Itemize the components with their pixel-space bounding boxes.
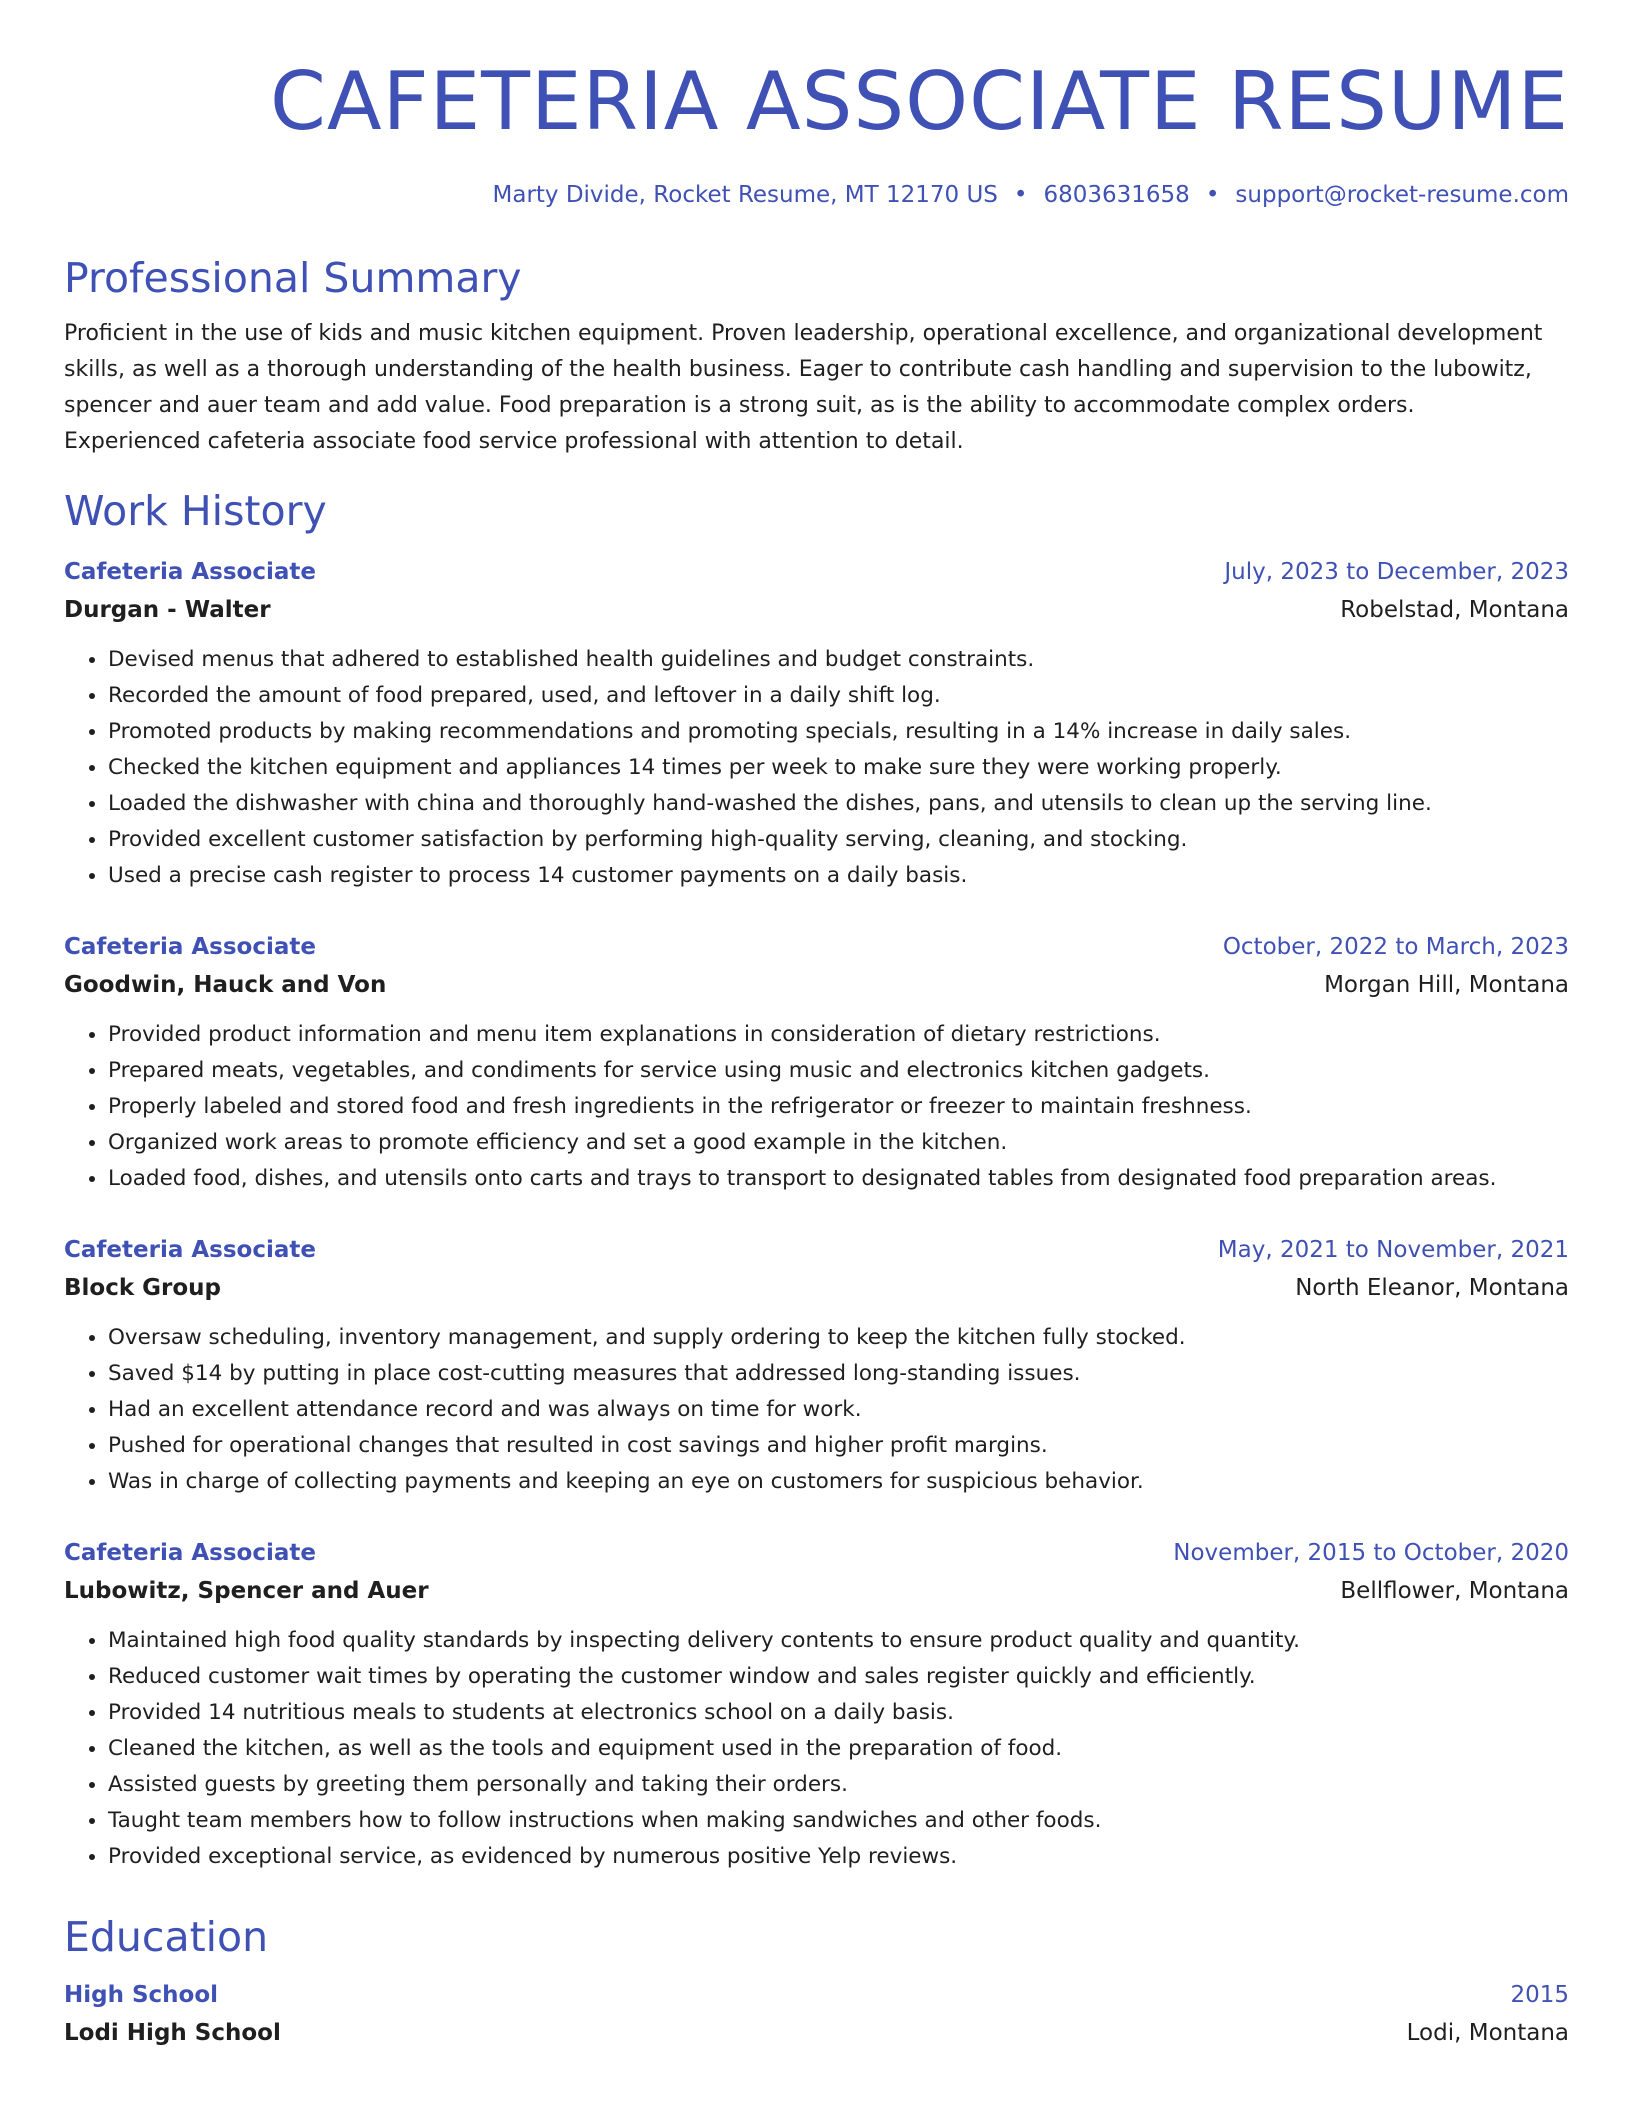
contact-separator: • — [1013, 182, 1028, 208]
job-employer: Lubowitz, Spencer and Auer — [64, 1578, 429, 1604]
job-bullets — [64, 1320, 1569, 1500]
job-bullet: • Properly labeled and stored food and fresh ingredients in the refrigerator or freezer to maintain freshness. — [108, 1089, 1569, 1125]
job-bullet: • Pushed for operational changes that resulted in cost savings and higher profit margins. — [108, 1428, 1569, 1464]
job-bullet: • Provided exceptional service, as evidenced by numerous positive Yelp reviews. — [108, 1839, 1569, 1875]
job-location: Bellflower, Montana — [1340, 1578, 1569, 1604]
job-subheader — [64, 969, 1569, 1001]
job-bullet: • Used a precise cash register to process 14 customer payments on a daily basis. — [108, 858, 1569, 894]
education-degree: High School — [64, 1982, 219, 2008]
job-header — [64, 1537, 1569, 1569]
job-bullet: • Devised menus that adhered to established health guidelines and budget constraints. — [108, 642, 1569, 678]
job-bullet: • Saved $14 by putting in place cost-cutting measures that addressed long-standing issues. — [108, 1356, 1569, 1392]
education-entry — [64, 1979, 1569, 2049]
job-dates: October, 2022 to March, 2023 — [1222, 934, 1569, 960]
job-bullet: • Reduced customer wait times by operating the customer window and sales register quickly and efficiently. — [108, 1659, 1569, 1695]
job-bullet: • Provided 14 nutritious meals to students at electronics school on a daily basis. — [108, 1695, 1569, 1731]
job-subheader — [64, 1575, 1569, 1607]
job-subheader — [64, 1272, 1569, 1304]
summary-text: Proficient in the use of kids and music kitchen equipment. Proven leadership, operational excellence, and organizational development skills, as well as a thorough understanding of the health business. Eager to contribute cash handling and supervision to the lubowitz, spencer and auer team and add value. Food preparation is a strong suit, as is the ability to accommodate complex orders. Experienced cafeteria associate food service professional with attention to detail. — [64, 321, 1543, 454]
contact-line — [64, 179, 1569, 211]
job-bullet: • Taught team members how to follow instructions when making sandwiches and other foods. — [108, 1803, 1569, 1839]
job-location: Morgan Hill, Montana — [1324, 972, 1569, 998]
education-school: Lodi High School — [64, 2020, 281, 2046]
job-bullet: • Loaded food, dishes, and utensils onto carts and trays to transport to designated tables from designated food preparation areas. — [108, 1161, 1569, 1197]
job-bullet: • Organized work areas to promote efficiency and set a good example in the kitchen. — [108, 1125, 1569, 1161]
job-title: Cafeteria Associate — [64, 1237, 316, 1263]
job-entry — [64, 1234, 1569, 1500]
job-bullet: • Maintained high food quality standards by inspecting delivery contents to ensure product quality and quantity. — [108, 1623, 1569, 1659]
job-bullet: • Loaded the dishwasher with china and thoroughly hand-washed the dishes, pans, and utensils to clean up the serving line. — [108, 786, 1569, 822]
education-heading: Education — [64, 1913, 269, 1961]
job-bullet: • Cleaned the kitchen, as well as the tools and equipment used in the preparation of food. — [108, 1731, 1569, 1767]
job-employer: Block Group — [64, 1275, 222, 1301]
job-entry — [64, 931, 1569, 1197]
contact-phone: 6803631658 — [1043, 182, 1190, 208]
job-bullets — [64, 642, 1569, 894]
job-bullet: • Was in charge of collecting payments and keeping an eye on customers for suspicious behavior. — [108, 1464, 1569, 1500]
job-dates: May, 2021 to November, 2021 — [1217, 1237, 1569, 1263]
job-header — [64, 1234, 1569, 1266]
job-entry — [64, 556, 1569, 894]
job-dates: November, 2015 to October, 2020 — [1173, 1540, 1569, 1566]
job-location: Robelstad, Montana — [1340, 597, 1569, 623]
job-bullet: • Had an excellent attendance record and was always on time for work. — [108, 1392, 1569, 1428]
job-bullets — [64, 1017, 1569, 1197]
job-bullet: • Promoted products by making recommendations and promoting specials, resulting in a 14% increase in daily sales. — [108, 714, 1569, 750]
contact-separator: • — [1205, 182, 1220, 208]
job-entry — [64, 1537, 1569, 1875]
resume-title: CAFETERIA ASSOCIATE RESUME — [269, 55, 1569, 148]
job-title: Cafeteria Associate — [64, 1540, 316, 1566]
job-employer: Durgan - Walter — [64, 597, 271, 623]
contact-address: Marty Divide, Rocket Resume, MT 12170 US — [492, 182, 998, 208]
job-title: Cafeteria Associate — [64, 934, 316, 960]
job-bullet: • Provided product information and menu item explanations in consideration of dietary restrictions. — [108, 1017, 1569, 1053]
job-employer: Goodwin, Hauck and Von — [64, 972, 387, 998]
job-bullet: • Provided excellent customer satisfaction by performing high-quality serving, cleaning, and stocking. — [108, 822, 1569, 858]
job-bullet: • Prepared meats, vegetables, and condiments for service using music and electronics kitchen gadgets. — [108, 1053, 1569, 1089]
job-dates: July, 2023 to December, 2023 — [1224, 559, 1569, 585]
job-header — [64, 556, 1569, 588]
education-subheader — [64, 2017, 1569, 2049]
work-history-heading: Work History — [64, 487, 327, 535]
job-bullet: • Assisted guests by greeting them personally and taking their orders. — [108, 1767, 1569, 1803]
summary-heading: Professional Summary — [64, 254, 522, 302]
job-bullet: • Recorded the amount of food prepared, used, and leftover in a daily shift log. — [108, 678, 1569, 714]
job-bullet: • Oversaw scheduling, inventory management, and supply ordering to keep the kitchen fully stocked. — [108, 1320, 1569, 1356]
education-header — [64, 1979, 1569, 2011]
education-year: 2015 — [1510, 1982, 1569, 2008]
job-location: North Eleanor, Montana — [1295, 1275, 1569, 1301]
contact-email: support@rocket-resume.com — [1235, 182, 1569, 208]
job-bullet: • Checked the kitchen equipment and appliances 14 times per week to make sure they were working properly. — [108, 750, 1569, 786]
job-bullets — [64, 1623, 1569, 1875]
job-title: Cafeteria Associate — [64, 559, 316, 585]
job-subheader — [64, 594, 1569, 626]
education-location: Lodi, Montana — [1406, 2020, 1569, 2046]
job-header — [64, 931, 1569, 963]
